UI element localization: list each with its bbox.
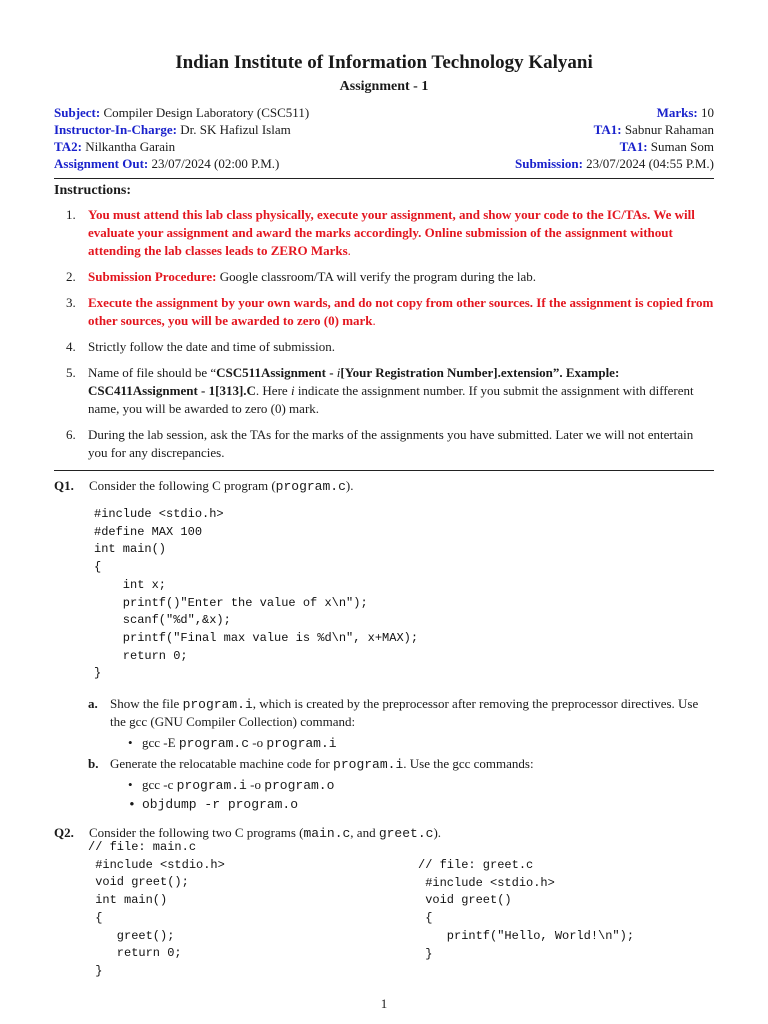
instruction-number: 2. [66,269,76,284]
assignment-out-line [54,155,309,172]
part-text-a: Generate the relocatable machine code for [110,756,334,771]
instruction-number: 6. [66,427,76,442]
subject-value: Compiler Design Laboratory (CSC511) [103,105,310,120]
part-text-a: Show the file [110,696,183,711]
ta1-line-b [515,138,714,155]
ta2-key: TA2: [54,139,82,154]
command-file: program.c [178,736,250,751]
instruction-text: Strictly follow the date and time of submission. [88,339,335,354]
marks-line [515,104,714,121]
q1-a-command-list [128,733,337,753]
command-file: program.i [266,736,337,751]
command-file: program.o [264,778,335,793]
instruction-end: . [372,313,376,328]
instructor-key: Instructor-In-Charge: [54,122,177,137]
page-number: 1 [380,996,388,1011]
instruction-item [54,426,714,462]
instruction-item [54,206,714,260]
ta1-line-a [515,121,714,138]
command-file: program.i [176,778,247,793]
question-text: Consider the following C program ( [89,478,276,493]
subject-line [54,104,309,121]
file-name: program.i [333,757,404,772]
q1-b-command-list [128,775,334,814]
command-item: • objdump -r program.o [128,795,334,814]
file-name: main.c [303,826,351,841]
file-name: program.c [275,479,346,494]
instructions-list [54,206,714,462]
instructions-heading: Instructions: [54,183,132,198]
command-flag: -o [249,735,267,750]
ta1-key-a: TA1: [593,122,622,137]
instruction-text-f: i [290,383,295,398]
header-left-block [54,104,309,172]
q2-greet-code-block: // file: greet.c #include <stdio.h> void greet() { printf("Hello, World!\n"); } [418,858,635,961]
part-text-b: , which is created by the preprocessor after removing the preprocessor directives. Use the gcc (GNU Compiler Collection) command: [110,696,699,729]
instruction-number: 1. [66,207,76,222]
file-name: program.i [182,697,253,712]
instruction-text-b: CSC511Assignment - [216,365,337,380]
instructions-rule [54,470,714,471]
instruction-text-d: [Your Registration Number].extension”. Example: CSC411Assignment - 1[313].C [88,365,620,398]
command-flag: -o [246,777,265,792]
subject-key: Subject: [54,105,101,120]
instruction-number: 5. [66,365,76,380]
part-text-b: . Use the gcc commands: [403,756,534,771]
q1-part-b [88,755,714,773]
instruction-text-a: Name of file should be “ [88,365,217,380]
part-text [110,695,714,730]
instruction-text-g: indicate the assignment number. If you submit the assignment with different name, you will be awarded to zero (0) mark. [88,383,694,416]
ta1-value-a: Sabnur Rahaman [624,122,714,137]
header-rule [54,178,714,179]
submission-line [515,155,714,172]
part-label: a. [88,696,98,711]
assignment-out-value: 23/07/2024 (02:00 P.M.) [151,156,280,171]
instruction-item [54,294,714,330]
instruction-text: Execute the assignment by your own wards, and do not copy from other sources. If the assignment is copied from other sources, you will be awarded to zero (0) mark [88,295,714,328]
instruction-item [54,364,714,418]
instruction-item [54,268,714,286]
question-label: Q1. [54,478,74,493]
command-text: gcc -E [142,735,179,750]
instruction-number: 4. [66,339,76,354]
ta1-key-b: TA1: [619,139,648,154]
instructor-line [54,121,309,138]
assignment-title: Assignment - 1 [339,79,429,94]
q1-part-a [88,695,714,730]
submission-value: 23/07/2024 (04:55 P.M.) [586,156,714,171]
instruction-text-e: . Here [255,383,291,398]
instruction-text: Google classroom/TA will verify the program during the lab. [216,269,537,284]
question-1-intro [54,478,353,494]
part-label: b. [88,756,99,771]
command-text: gcc -c [142,777,177,792]
question-text-end: ). [345,478,354,493]
command-item [128,733,337,753]
question-text: Consider the following two C programs ( [89,825,304,840]
instruction-label: Submission Procedure: [88,269,217,284]
instruction-text: You must attend this lab class physically, execute your assignment, and show your code to the IC/TAs. We will evaluate your assignment and award the marks accordingly. Online submission of the assignment without attending the lab classes leads to ZERO Marks [88,207,695,258]
ta2-value: Nilkantha Garain [85,139,176,154]
part-text [110,755,714,773]
marks-key: Marks: [656,105,698,120]
assignment-out-key: Assignment Out: [54,156,149,171]
command-item [128,775,334,795]
instruction-end: . [347,243,351,258]
ta1-value-b: Suman Som [650,139,714,154]
ta2-line [54,138,309,155]
q1-code-block: #include <stdio.h> #define MAX 100 int main() { int x; printf()"Enter the value of x\n"); scanf("%d",&x); printf("Final max value is %d\n", x+MAX); return 0; } [94,507,419,681]
q2-main-code-block: // file: main.c #include <stdio.h> void greet(); int main() { greet(); return 0; } [88,840,225,978]
instruction-text-c: i [336,365,341,380]
submission-key: Submission: [514,156,583,171]
question-text-end: ). [433,825,442,840]
file-name: greet.c [378,826,434,841]
question-label: Q2. [54,825,74,840]
marks-value: 10 [701,105,714,120]
instruction-text: During the lab session, ask the TAs for the marks of the assignments you have submitted. Later we will not entertain you for any discrepancies. [88,427,694,460]
question-text-mid: , and [350,825,379,840]
instruction-number: 3. [66,295,76,310]
instructor-value: Dr. SK Hafizul Islam [180,122,291,137]
institute-title: Indian Institute of Information Technology Kalyani [175,52,593,73]
instruction-item [54,338,714,356]
header-right-block [515,104,714,172]
